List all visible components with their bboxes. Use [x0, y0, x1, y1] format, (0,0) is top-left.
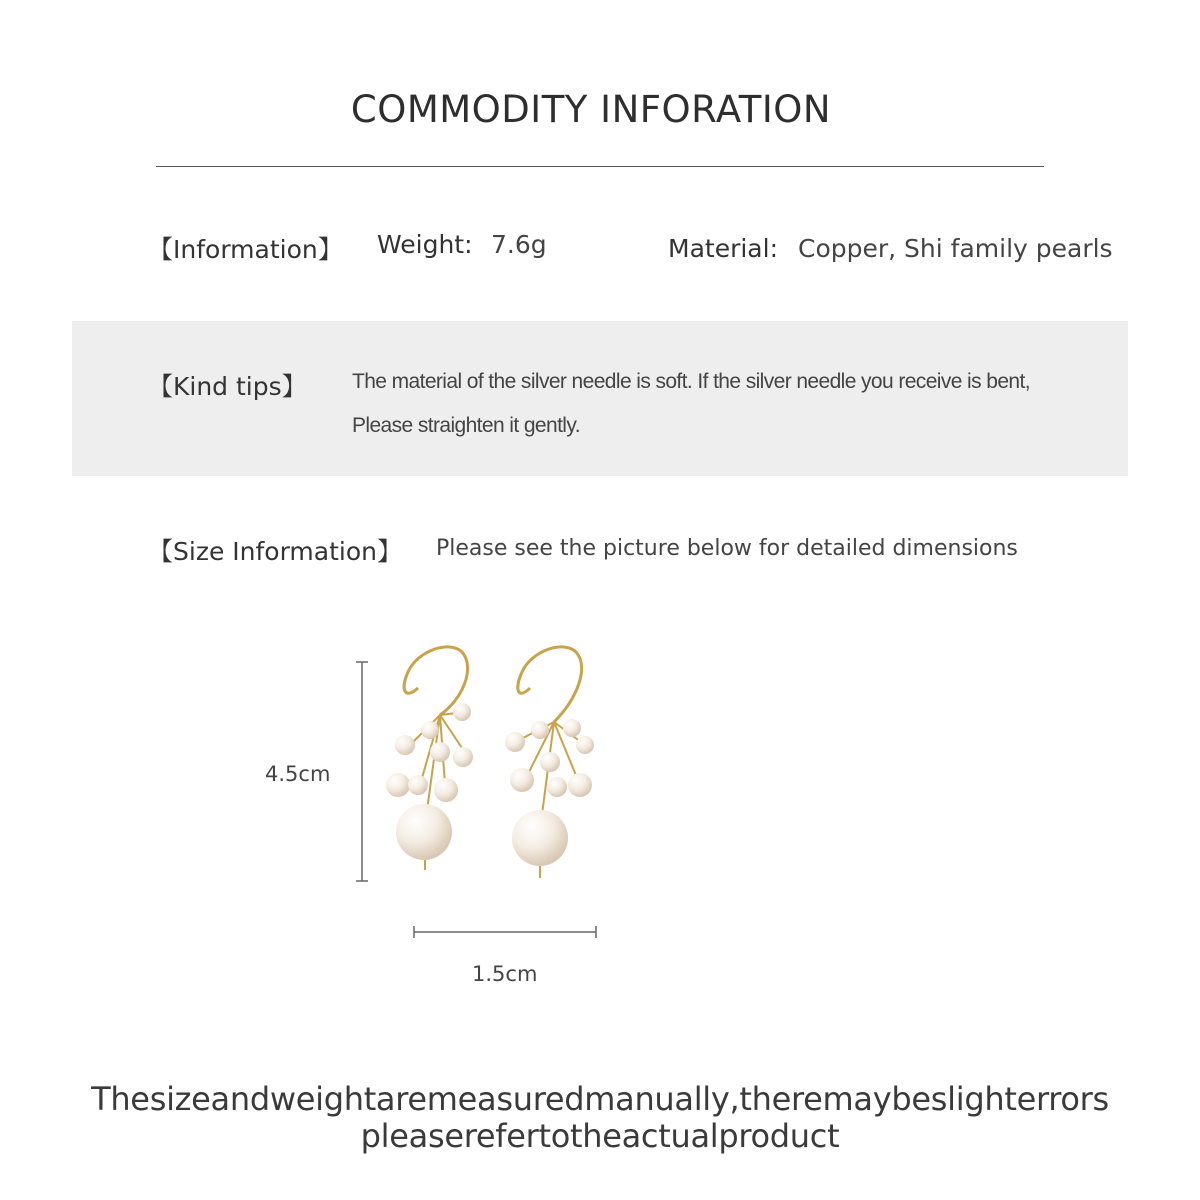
width-dimension-line — [414, 926, 596, 938]
weight-label: Weight: — [377, 230, 473, 259]
pearl — [434, 778, 458, 802]
kind-tips-line-2: Please straighten it gently. — [352, 414, 580, 437]
pearl — [512, 810, 568, 866]
pearl — [421, 721, 439, 739]
height-dimension-label: 4.5cm — [265, 762, 331, 786]
pearl — [430, 742, 450, 762]
footer-line-2: pleaserefertotheactualproduct — [360, 1117, 840, 1155]
footer-line-1: Thesizeandweightaremeasuredmanually,theremaybeslighterrors — [91, 1080, 1109, 1118]
pearl — [395, 735, 415, 755]
pearl — [453, 703, 471, 721]
height-dimension-line — [356, 662, 368, 881]
pearl — [386, 773, 410, 797]
size-information-label: 【Size Information】 — [148, 537, 402, 566]
width-dimension-label: 1.5cm — [472, 962, 538, 986]
pearl — [576, 736, 594, 754]
material-value: Copper, Shi family pearls — [798, 234, 1113, 263]
pearl — [568, 773, 592, 797]
material-label: Material: — [668, 234, 778, 263]
pearl — [505, 732, 525, 752]
information-label: 【Information】 — [148, 235, 343, 264]
left-earring — [386, 647, 473, 870]
kind-tips-line-1: The material of the silver needle is soft. If the silver needle you receive is bent, — [352, 370, 1030, 393]
page-title: COMMODITY INFORATION — [350, 88, 832, 131]
pearl — [453, 747, 473, 767]
right-earring — [505, 647, 594, 878]
pearl — [547, 777, 567, 797]
pearl — [408, 775, 428, 795]
kind-tips-label: 【Kind tips】 — [148, 372, 307, 401]
pearl — [396, 804, 452, 860]
weight-value: 7.6g — [491, 230, 547, 259]
size-information-text: Please see the picture below for detailed dimensions — [436, 536, 1018, 561]
pearl — [531, 721, 549, 739]
pearl — [510, 768, 534, 792]
pearl — [563, 719, 581, 737]
pearl — [540, 752, 560, 772]
